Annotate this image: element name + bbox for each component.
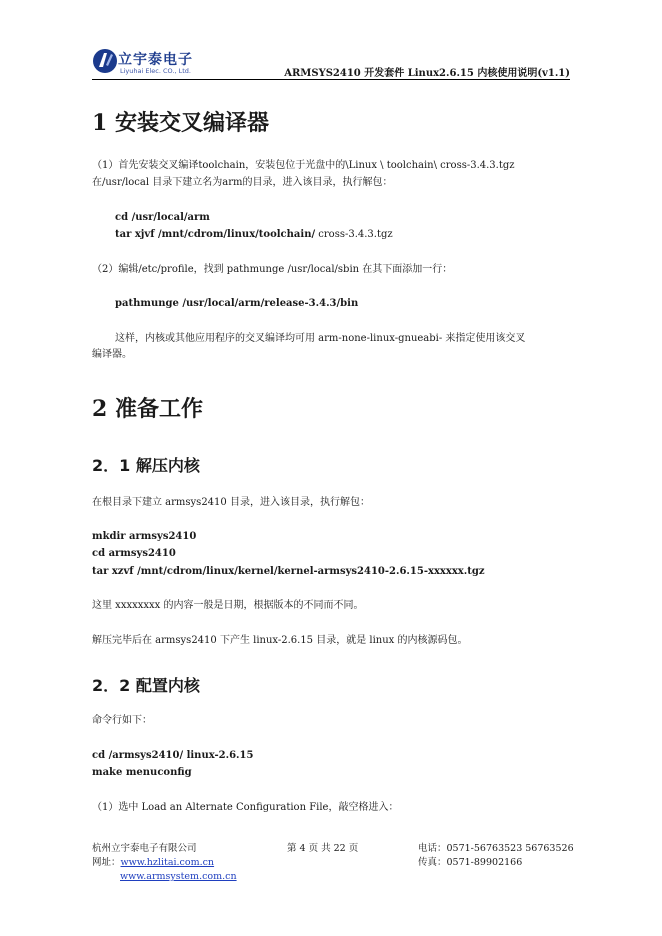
section-2-1-heading: 2．1 解压内核	[92, 456, 200, 475]
section-1-heading: 1 安装交叉编译器	[92, 110, 269, 136]
company-logo	[92, 45, 202, 79]
section-2-heading: 2 准备工作	[92, 396, 203, 422]
s2-1-paragraph-2: 这里 xxxxxxxx 的内容一般是日期，根据版本的不同而不同。	[92, 600, 364, 611]
s2-1-paragraph-3: 解压完毕后在 armsys2410 下产生 linux-2.6.15 目录，就是 linux 的内核源码包。	[92, 635, 468, 646]
s1-paragraph-3-line-1: 这样，内核或其他应用程序的交叉编译均可用 arm-none-linux-gnueabi- 来指定使用该交叉	[115, 333, 526, 344]
s1-command-3: pathmunge /usr/local/arm/release-3.4.3/bin	[115, 298, 359, 309]
logo-chinese-name: 立宇泰电子	[118, 52, 193, 68]
s2-2-paragraph-1: 命令行如下：	[92, 715, 152, 726]
s1-paragraph-3-line-2: 编译器。	[92, 349, 132, 360]
section-2-2-heading: 2．2 配置内核	[92, 676, 200, 695]
footer-fax: 传真：0571-89902166	[418, 857, 523, 868]
logo-english-name: Liyuhai Elec. CO., Ltd.	[120, 67, 191, 75]
s1-paragraph-1-line-2: 在/usr/local 目录下建立名为arm的目录，进入该目录，执行解包：	[92, 177, 393, 188]
s1-paragraph-2: （2）编辑/etc/profile，找到 pathmunge /usr/local/sbin 在其下面添加一行：	[92, 264, 453, 275]
s1-command-2	[115, 227, 393, 243]
document-title: ARMSYS2410 开发套件 Linux2.6.15 内核使用说明(v1.1)	[284, 68, 570, 79]
s2-1-command-3: tar xzvf /mnt/cdrom/linux/kernel/kernel-armsys2410-2.6.15-xxxxxx.tgz	[92, 566, 485, 577]
footer-website-label: 网址：	[92, 857, 121, 868]
s2-1-command-2: cd armsys2410	[92, 548, 176, 559]
s2-2-paragraph-2: （1）选中 Load an Alternate Configuration File，敲空格进入：	[92, 802, 399, 813]
footer-link-hzlitai[interactable]: www.hzlitai.com.cn	[120, 857, 215, 868]
s1-command-2-file: cross-3.4.3.tgz	[315, 229, 393, 240]
footer-company: 杭州立宇泰电子有限公司	[92, 843, 197, 854]
logo-emblem-icon	[92, 45, 118, 75]
s2-2-command-2: make menuconfig	[92, 767, 192, 778]
s2-1-command-1: mkdir armsys2410	[92, 531, 197, 542]
footer-link-armsystem[interactable]: www.armsystem.com.cn	[120, 871, 237, 882]
s1-command-1: cd /usr/local/arm	[115, 212, 210, 223]
footer-page-number: 第 4 页 共 22 页	[287, 843, 359, 854]
header-divider	[92, 79, 570, 80]
s2-1-paragraph-1: 在根目录下建立 armsys2410 目录，进入该目录，执行解包：	[92, 497, 370, 508]
s1-command-2-path: tar xjvf /mnt/cdrom/linux/toolchain/	[115, 229, 316, 240]
footer-phone: 电话：0571-56763523 56763526	[418, 843, 574, 854]
s2-2-command-1: cd /armsys2410/ linux-2.6.15	[92, 750, 254, 761]
s1-paragraph-1-line-1: （1）首先安装交叉编译toolchain，安装包位于光盘中的\Linux \ toolchain\ cross-3.4.3.tgz	[92, 160, 515, 171]
footer-website	[92, 856, 214, 870]
